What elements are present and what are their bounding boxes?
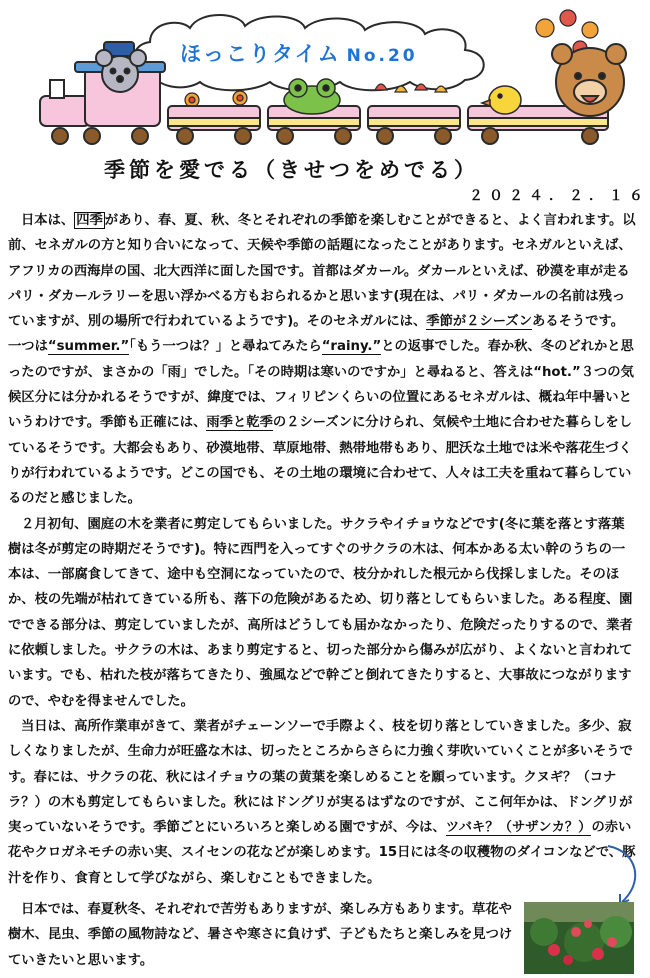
underlined-term: “rainy.” [321,339,382,355]
train-cars [168,106,608,130]
underlined-term: 季節が２シーズン [426,314,532,330]
article-title: 季節を愛でる（きせつをめでる） [104,158,479,182]
locomotive [40,42,165,126]
closing-paragraph [8,897,520,973]
paragraph-2: ２月初旬、園庭の木を業者に剪定してもらいました。サクラやイチョウなどです(冬に葉を落とす落葉樹は冬が剪定の時期だそうです)。特に西門を入ってすぐのサクラの木は、何本かある太い幹のうちの一本は、一部腐食してきて、途中も空洞になっていたので、枝分かれした根元から伐採しました。そのほか、枝の先端が枯れてきている所も、落下の危険があるため、切り落としてもらいました。ある程度、園でできる部分は、剪定していましたが、高所はどうしても届かなかったり、危険だったりするので、業者に依頼しました。サクラの木は、あまり剪定すると、切った部分から傷みが広がり、よくないと言われています。でも、枯れた枝が落ちてきたり、強風などで幹ごと倒れてきたりすると、大事故につながりますので、やむを得ませんでした。 [8,516,633,709]
paragraph-4: 日本では、春夏秋冬、それぞれで苦労もありますが、楽しみ方もあります。草花や樹木、昆虫、季節の風物詩など、暑さや寒さに負けず、子どもたちと楽しみを見つけていきたいと思います。 [8,902,513,968]
underlined-term: ツバキ？（サザンカ？） [445,820,592,836]
issue-number: No.20 [346,46,418,66]
paragraph-3: 当日は、高所作業車がきて、業者がチェーンソーで手際よく、枝を切り落としていきました。多少、寂しくなりましたが、生命力が旺盛な木は、切ったところからさらに力強く芽吹いていくことが多いそうです。春には、サクラの花、秋にはイチョウの葉の黄葉を楽しめることを願っています。クヌギ？（コナラ？）の木も剪定してもらいました。秋にはドングリが実るはずなのですが、ここ何年かは、ドングリが実っていないそうです。季節ごとにいろいろと楽しめる園ですが、今は、ツバキ？（サザンカ？）の赤い花やクロガネモチの赤い実、スイセンの花などが楽しめます。15日には冬の収穫物のダイコンなどで、豚汁を作り、食育として学びながら、楽しむこともできました。 [8,718,636,886]
camellia-photo [524,902,634,974]
article-date: ２０２４．２．１６ [469,188,649,204]
underlined-term: “summer.” [47,339,130,355]
train-with-animals-illustration [0,0,650,160]
underlined-term: 雨季と乾季 [206,415,273,431]
newsletter-title [180,38,418,68]
boxed-term: 四季 [76,213,103,228]
article-body [8,208,636,891]
newsletter-name: ほっこりタイム [180,42,341,66]
paragraph-1: 日本は、 四季 があり、春、夏、秋、冬とそれぞれの季節を楽しむことができると、よく言われます。以前、セネガルの方と知り合いになって、天候や季節の話題になったことがあります。セネガルといえば、アフリカの西海岸の国、北大西洋に面した国です。首都はダカール。ダカールといえば、砂漠を車が走るパリ・ダカールラリーを思い浮かべる方もおられるかと思います(現在は、パリ・ダカールの名前は残っていますが、別の場所で行われているようです)。そのセネガルには、季節が２シーズンあるそうです。一つは“summer.”「もう一つは？」と尋ねてみたら“rainy.”との返事でした。春か秋、冬のどれかと思ったのですが、まさかの「雨」でした。「その時期は寒いのですか」と尋ねると、答えは“hot.”３つの気候区分には分かれるそうですが、緯度では、フィリピンくらいの位置にあるセネガルは、概ね年中暑いというわけです。季節も正確には、雨季と乾季の２シーズンに分けられ、気候や土地に合わせた暮らしをしているそうです。大都会もあり、砂漠地帯、草原地帯、熱帯地帯もあり、肥沃な土地では米や落花生づくりが行われているようです。どこの国でも、その土地の環境に合わせて、人々は工夫を重ねて暮らしているのだと感じました。 [8,213,636,507]
